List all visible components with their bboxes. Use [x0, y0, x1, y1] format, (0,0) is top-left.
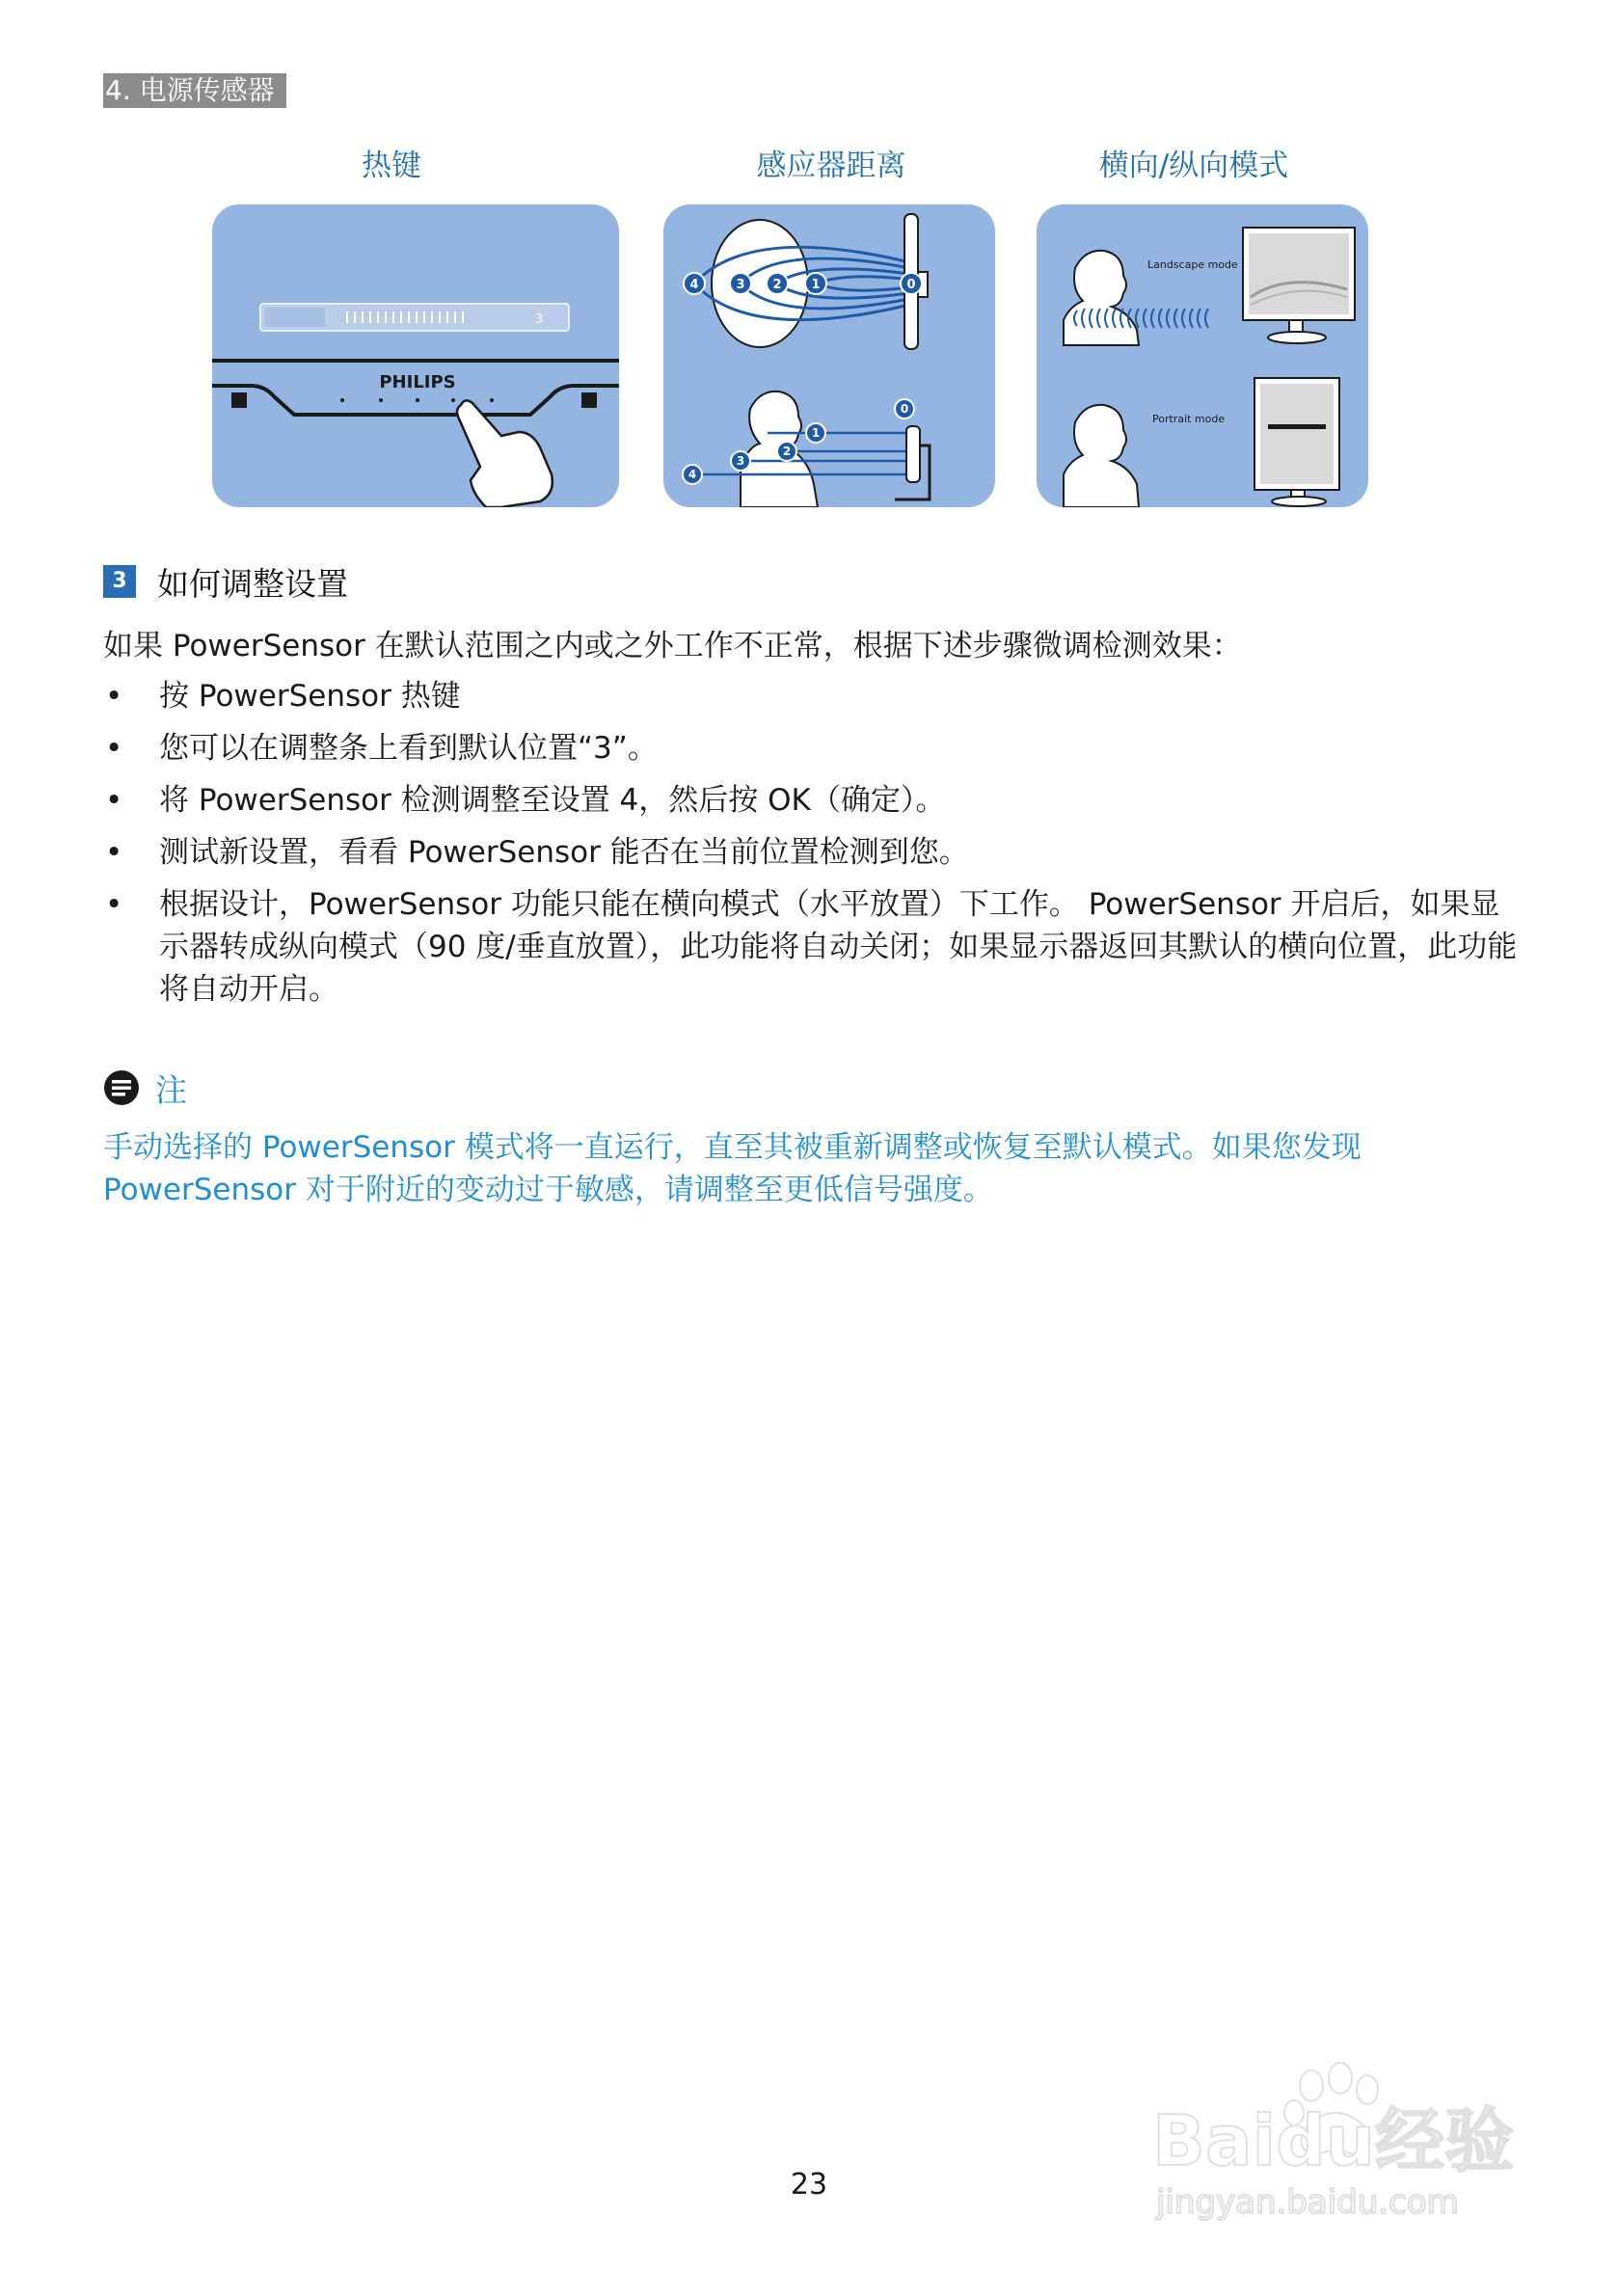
- baidu-jingyan-watermark: [1143, 2049, 1548, 2232]
- list-item-text: 按 PowerSensor 热键: [159, 679, 461, 714]
- watermark-url: jingyan.baidu.com: [1156, 2183, 1459, 2222]
- panel-title-hotkey: 热键: [362, 149, 421, 183]
- distance-level-2: 2: [772, 278, 782, 292]
- distance-level-1: 1: [811, 278, 821, 292]
- note-heading: [103, 1067, 187, 1109]
- distance-level-2-side: 2: [782, 445, 792, 458]
- intro-paragraph: 如果 PowerSensor 在默认范围之内或之外工作不正常，根据下述步骤微调检测效果：: [103, 629, 1242, 663]
- bullet-marker: •: [105, 679, 123, 714]
- watermark-brand: Baidu经验: [1152, 2100, 1514, 2181]
- list-item-text: 您可以在调整条上看到默认位置“3”。: [159, 731, 658, 766]
- hotkey-illustration: [212, 204, 619, 507]
- section-tab: 4. 电源传感器: [103, 73, 286, 108]
- list-item-text: 将 PowerSensor 检测调整至设置 4，然后按 OK（确定）。: [159, 783, 946, 818]
- portrait-mode-label: Portrait mode: [1152, 413, 1226, 425]
- heading-number-badge: 3: [103, 565, 136, 598]
- page-number: 23: [790, 2168, 828, 2201]
- distance-level-4: 4: [689, 278, 699, 292]
- panel-title-distance: 感应器距离: [756, 149, 906, 183]
- philips-logo: PHILIPS: [379, 372, 456, 392]
- bullet-marker: •: [105, 887, 123, 922]
- distance-level-1-side: 1: [811, 426, 821, 440]
- list-item: [103, 831, 1521, 874]
- list-item-text: 根据设计，PowerSensor 功能只能在横向模式（水平放置）下工作。 PowerSensor 开启后，如果显示器转成纵向模式（90 度/垂直放置），此功能将自动关闭；如果显示器返回其默认的横向位置，此功能将自动开启。: [159, 887, 1518, 1007]
- distance-level-4-side: 4: [688, 468, 697, 481]
- steps-list: [103, 675, 1521, 1020]
- hotkey-bar-value: 3: [535, 312, 544, 327]
- distance-level-3-side: 3: [736, 454, 745, 468]
- distance-level-3: 3: [736, 278, 745, 292]
- section-heading: [103, 562, 348, 601]
- list-item: [103, 779, 1521, 822]
- note-text: 手动选择的 PowerSensor 模式将一直运行，直至其被重新调整或恢复至默认模式。如果您发现 PowerSensor 对于附近的变动过于敏感，请调整至更低信号强度。: [103, 1130, 1362, 1207]
- distance-illustration: [663, 204, 995, 507]
- note-icon: [103, 1069, 140, 1106]
- landscape-mode-label: Landscape mode: [1147, 258, 1238, 271]
- bullet-marker: •: [105, 731, 123, 766]
- distance-level-0-side: 0: [900, 402, 909, 416]
- list-item-text: 测试新设置，看看 PowerSensor 能否在当前位置检测到您。: [159, 835, 969, 870]
- bullet-marker: •: [105, 835, 123, 870]
- list-item: [103, 883, 1521, 1011]
- list-item: [103, 675, 1521, 717]
- heading-title: 如何调整设置: [157, 564, 348, 603]
- note-title: 注: [155, 1070, 187, 1109]
- distance-level-0: 0: [906, 278, 916, 292]
- bullet-marker: •: [105, 783, 123, 818]
- list-item: [103, 727, 1521, 770]
- orientation-illustration: [1037, 204, 1368, 507]
- panel-title-orientation: 横向/纵向模式: [1098, 149, 1289, 183]
